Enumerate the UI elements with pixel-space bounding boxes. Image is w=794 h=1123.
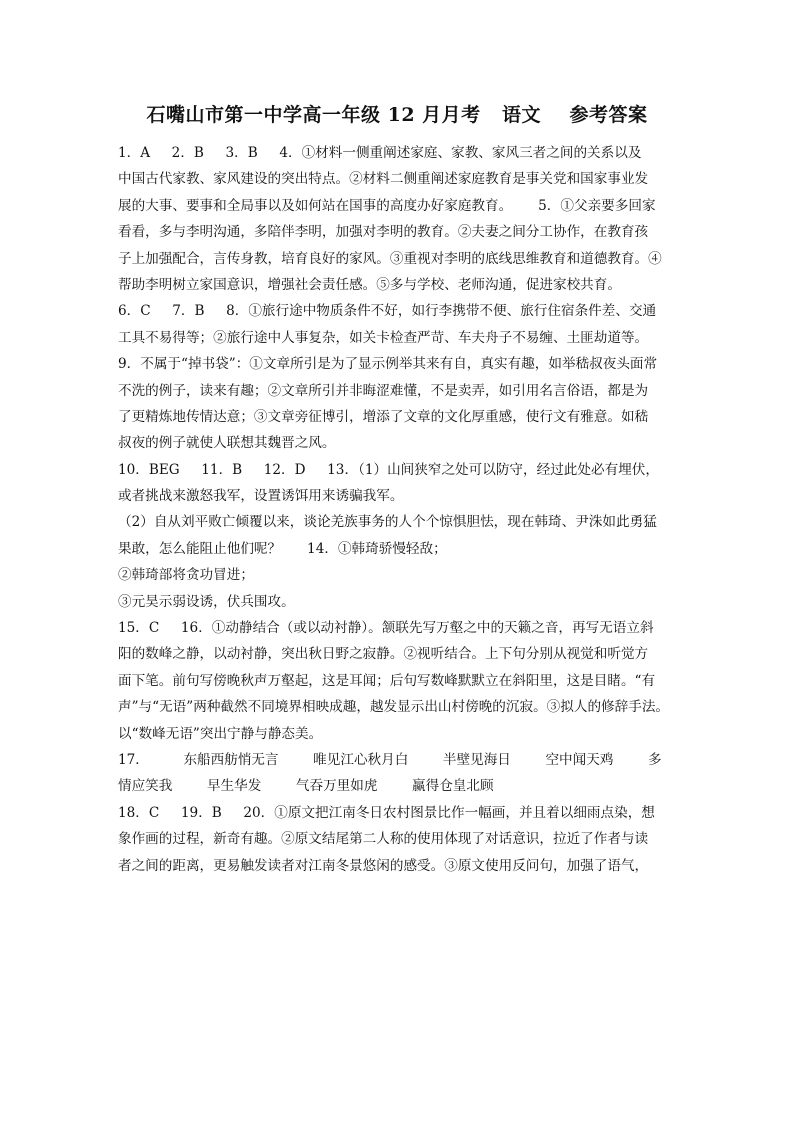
answer-line: 声”与“无语”两种截然不同境界相映成趣，越发显示出山村傍晚的沉寂。③拟人的修辞手法。	[118, 699, 670, 716]
answer-line: 中国古代家教、家风建设的突出特点。②材料二侧重阐述家庭教育是事关党和国家事业发	[118, 171, 649, 188]
answer-line: 情应笑我 早生华发 气吞万里如虎 赢得仓皇北顾	[118, 778, 494, 795]
answer-line: 不洗的例子，读来有趣；②文章所引并非晦涩难懂，不是卖弄，如引用名言俗语，都是为	[118, 382, 649, 399]
answer-line: （2）自从刘平败亡倾覆以来，谈论羌族事务的人个个惊惧胆怯，现在韩琦、尹洙如此勇猛	[118, 514, 657, 531]
answer-line: ②韩琦部将贪功冒进；	[118, 567, 254, 584]
answer-line: 10．BEG 11．B 12．D 13．（1）山间狭窄之处可以防守，经过此处必有埋伏，	[118, 461, 659, 478]
answer-line: 象作画的过程，新奇有趣。②原文结尾第二人称的使用体现了对话意识，拉近了作者与读	[118, 831, 649, 848]
answer-line: 果敢，怎么能阻止他们呢？ 14．①韩琦骄慢轻敌；	[118, 540, 447, 557]
answer-content	[118, 140, 678, 879]
answer-line: 以“数峰无语”突出宁静与静态美。	[118, 725, 323, 742]
page-title: 石嘴山市第一中学高一年级 12 月月考 语文 参考答案	[146, 104, 648, 126]
answer-line: ③元昊示弱设诱，伏兵围攻。	[118, 593, 295, 610]
answer-line: 叔夜的例子就使人联想其魏晋之风。	[118, 435, 336, 452]
answer-line: 阳的数峰之静，以动衬静，突出秋日野之寂静。②视听结合。上下句分别从视觉和听觉方	[118, 646, 649, 663]
answer-line: 18．C 19．B 20．①原文把江南冬日农村图景比作一幅画，并且着以细雨点染，想	[118, 804, 655, 821]
answer-line: 者之间的距离，更易触发读者对江南冬景悠闲的感受。③原文使用反问句，加强了语气，	[118, 857, 649, 874]
answer-line: 展的大事、要事和全局事以及如何站在国事的高度办好家庭教育。 5．①父亲要多回家	[118, 197, 656, 214]
answer-line: 了更精炼地传情达意；③文章旁征博引，增添了文章的文化厚重感，使行文有雅意。如嵇	[118, 408, 649, 425]
answer-line: 面下笔。前句写傍晚秋声万壑起，这是耳闻；后句写数峰默默立在斜阳里，这是目睹。“有	[118, 672, 656, 689]
answer-line: 帮助李明树立家国意识，增强社会责任感。⑤多与学校、老师沟通，促进家校共育。	[118, 276, 621, 293]
answer-line: 子上加强配合，言传身教，培育良好的家风。③重视对李明的底线思维教育和道德教育。④	[118, 250, 662, 267]
answer-line: 9．不属于“掉书袋”：①文章所引是为了显示例举其来有自，真实有趣，如举嵇叔夜头面常	[118, 356, 658, 373]
answer-line: 15．C 16．①动静结合（或以动衬静）。颔联先写万壑之中的天籁之音，再写无语立斜	[118, 620, 654, 637]
answer-line: 看看，多与李明沟通，多陪伴李明，加强对李明的教育。②夫妻之间分工协作，在教育孩	[118, 224, 649, 241]
answer-line: 6．C 7．B 8．①旅行途中物质条件不好，如行李携带不便、旅行住宿条件差、交通	[118, 303, 657, 320]
answer-line: 工具不易得等；②旅行途中人事复杂，如关卡检查严苛、车夫舟子不易缠、土匪劫道等。	[118, 329, 649, 346]
answer-line: 1．A 2．B 3．B 4．①材料一侧重阐述家庭、家教、家风三者之间的关系以及	[118, 145, 642, 161]
answer-line: 或者挑战来激怒我军，设置诱饵用来诱骗我军。	[118, 488, 404, 505]
answer-line: 17． 东船西舫悄无言 唯见江心秋月白 半壁见海日 空中闻天鸡 多	[118, 751, 662, 768]
